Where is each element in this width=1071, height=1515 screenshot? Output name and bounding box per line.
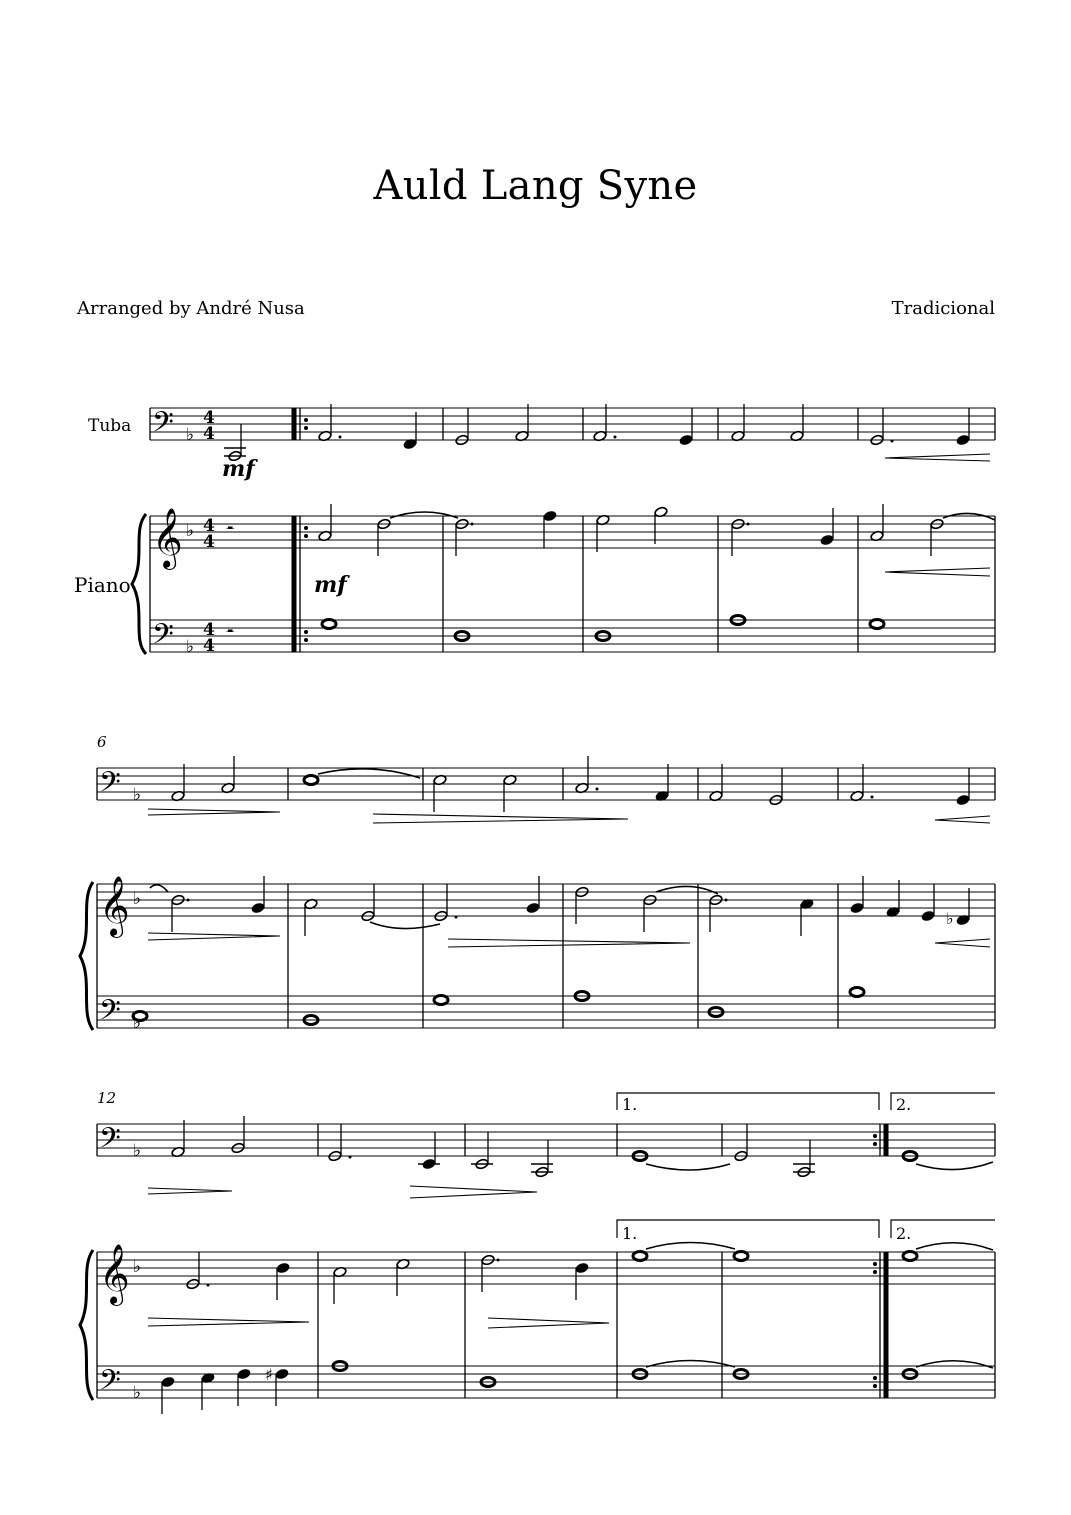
time-signature [203, 408, 215, 656]
crescendo-hairpin [885, 454, 990, 461]
svg-text:4: 4 [203, 424, 215, 444]
system-2 [80, 733, 995, 1034]
system-3 [80, 1089, 995, 1414]
piano-treble-staff [150, 516, 995, 548]
piano-treble-staff [97, 1252, 995, 1284]
half-rest-icon: 𝄼 [226, 518, 235, 543]
piano-brace [132, 514, 146, 654]
piano-treble-notes [150, 876, 970, 936]
svg-text:1.: 1. [622, 1224, 638, 1243]
flat-key-icon: ♭ [133, 1013, 142, 1033]
dynamic-hairpins [148, 1186, 537, 1198]
dynamic-hairpins [148, 1318, 609, 1328]
treble-clef-icon: 𝄞 [99, 876, 130, 936]
end-repeat-barline [873, 1124, 886, 1398]
flat-key-icon: ♭ [186, 425, 195, 445]
flat-key-icon: ♭ [133, 785, 142, 805]
bass-clef-icon: 𝄢 [99, 1364, 121, 1404]
treble-clef-icon: 𝄞 [99, 1244, 130, 1304]
flat-key-icon: ♭ [133, 1141, 142, 1161]
tuba-label: Tuba [88, 416, 132, 436]
tuba-notes [171, 1116, 993, 1178]
piano-bass-staff [97, 996, 995, 1028]
sharp-accidental-icon: ♯ [265, 1365, 273, 1384]
dynamic-hairpins [148, 933, 990, 947]
svg-text:2.: 2. [896, 1095, 912, 1114]
piano-bass-staff [150, 620, 995, 652]
piano-bass-notes [133, 988, 864, 1025]
dynamic-hairpins [148, 809, 990, 823]
bass-clef-icon: 𝄢 [152, 618, 174, 658]
tuba-staff [150, 408, 995, 440]
flat-key-icon: ♭ [133, 1257, 142, 1277]
dynamic-mf: mf [314, 572, 347, 598]
tuba-notes [318, 404, 970, 450]
bass-clef-icon: 𝄢 [99, 1122, 121, 1162]
barlines [443, 408, 995, 652]
flat-key-icon: ♭ [133, 1383, 142, 1403]
piano-brace [80, 882, 93, 1030]
flat-key-icon: ♭ [186, 637, 195, 657]
svg-text:4: 4 [203, 636, 215, 656]
svg-text:1.: 1. [622, 1095, 638, 1114]
svg-text:4: 4 [203, 408, 215, 428]
measure-number: 6 [97, 733, 107, 751]
svg-text:2.: 2. [896, 1224, 912, 1243]
piano-label: Piano [74, 573, 131, 597]
barlines [288, 768, 995, 1028]
score-title: Auld Lang Syne [373, 163, 698, 209]
system-1 [74, 404, 995, 658]
piano-brace [80, 1250, 93, 1400]
start-repeat-barline [294, 408, 308, 652]
dynamic-mf: mf [222, 456, 255, 482]
crescendo-hairpin [885, 568, 990, 576]
bass-clef-icon: 𝄢 [99, 766, 121, 806]
flat-key-icon: ♭ [133, 889, 142, 909]
tuba-staff [97, 1124, 995, 1156]
svg-text:4: 4 [203, 620, 215, 640]
svg-text:4: 4 [203, 516, 215, 536]
composer-credit: Tradicional [891, 298, 995, 319]
flat-accidental-icon: ♭ [946, 909, 954, 928]
arranger-credit: Arranged by André Nusa [77, 298, 305, 319]
barlines [318, 1124, 995, 1398]
treble-clef-icon: 𝄞 [152, 508, 183, 568]
half-rest-icon: 𝄼 [226, 621, 235, 646]
svg-text:4: 4 [203, 532, 215, 552]
bass-clef-icon: 𝄢 [99, 994, 121, 1034]
piano-bass-notes [161, 1361, 993, 1415]
bass-clef-icon: 𝄢 [152, 406, 174, 446]
measure-number: 12 [97, 1089, 117, 1107]
piano-bass-staff [97, 1366, 995, 1398]
flat-key-icon: ♭ [186, 521, 195, 541]
